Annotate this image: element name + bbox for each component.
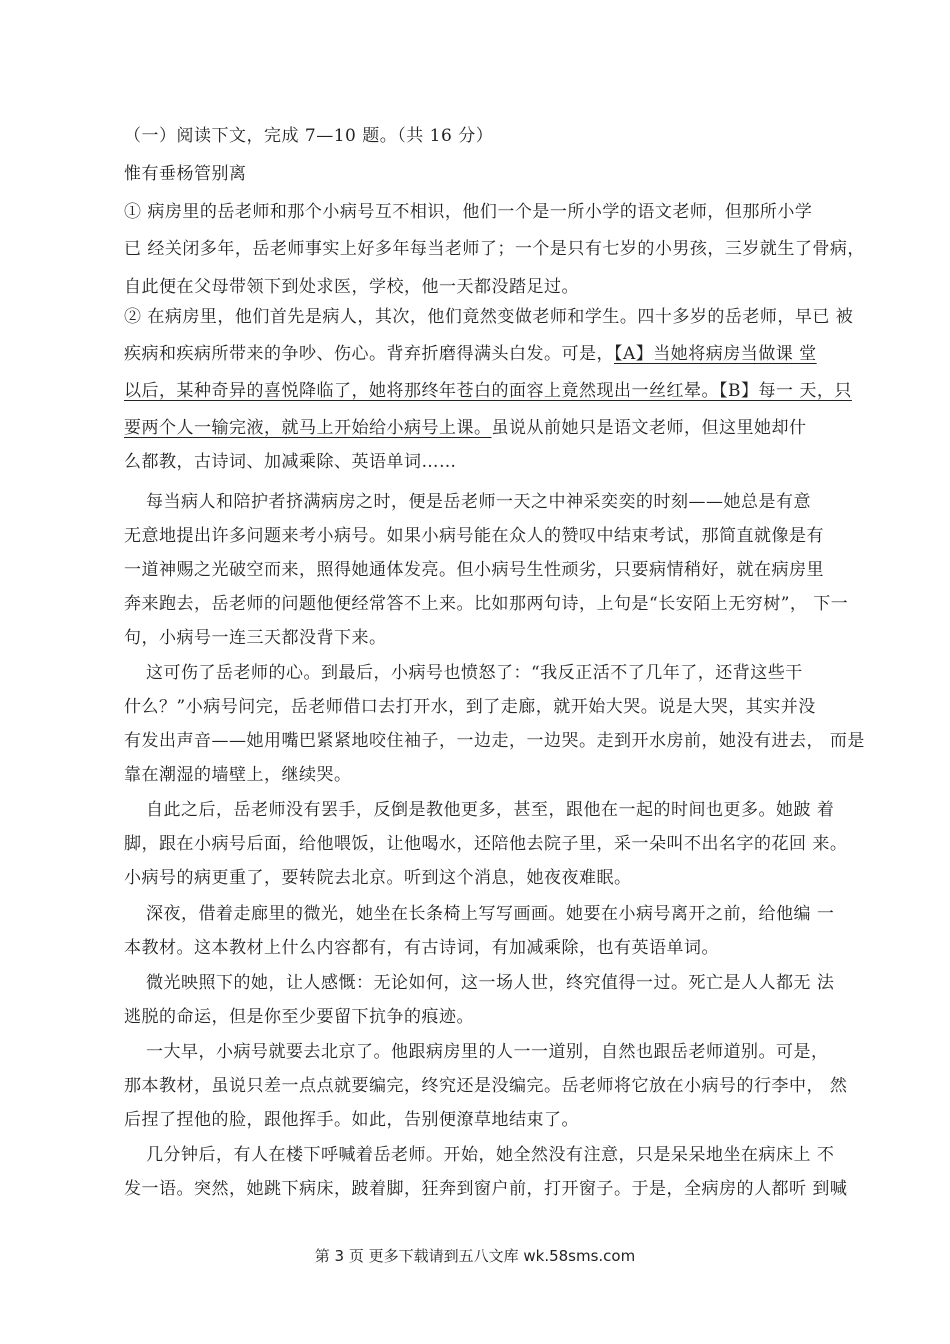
- paragraph-line: 已 经关闭多年，岳老师事实上好多年每当老师了；一个是只有七岁的小男孩，三岁就生了骨病，: [124, 239, 865, 259]
- paragraph-line: 本教材。这本教材上什么内容都有，有古诗词，有加减乘除，也有英语单词。: [124, 938, 719, 958]
- article-title: 惟有垂杨管别离: [124, 164, 247, 184]
- paragraph-line: 逃脱的命运，但是你至少要留下抗争的痕迹。: [124, 1007, 474, 1027]
- paragraph-line: ② 在病房里，他们首先是病人，其次，他们竟然变做老师和学生。四十多岁的岳老师，早已 被: [124, 307, 854, 327]
- section-header: （一）阅读下文，完成 7—10 题。（共 16 分）: [124, 126, 494, 146]
- paragraph-line: 有发出声音——她用嘴巴紧紧地咬住袖子，一边走，一边哭。走到开水房前，她没有进去， 而是: [124, 731, 865, 751]
- paragraph-line: 几分钟后，有人在楼下呼喊着岳老师。开始，她全然没有注意，只是呆呆地坐在病床上 不: [146, 1145, 835, 1165]
- paragraph-line: 每当病人和陪护者挤满病房之时，便是岳老师一天之中神采奕奕的时刻——她总是有意: [146, 492, 811, 512]
- paragraph-line: 脚，跟在小病号后面，给他喂饭，让他喝水，还陪他去院子里，采一朵叫不出名字的花回 来。: [124, 834, 848, 854]
- paragraph-line: 么都教，古诗词、加减乘除、英语单词……: [124, 452, 457, 472]
- paragraph-line: [124, 417, 836, 439]
- paragraph-line: 自此之后，岳老师没有罢手，反倒是教他更多，甚至，跟他在一起的时间也更多。她跛 着: [146, 800, 835, 820]
- paragraph-line: 深夜，借着走廊里的微光，她坐在长条椅上写写画画。她要在小病号离开之前，给他编 一: [146, 904, 835, 924]
- paragraph-line: 自此便在父母带领下到处求医，学校，他一天都没踏足过。: [124, 277, 579, 297]
- line-text: 虽说从前她只是语文老师，但这里她却什: [491, 418, 807, 438]
- paragraph-line: [124, 343, 836, 365]
- paragraph-line: ① 病房里的岳老师和那个小病号互不相识，他们一个是一所小学的语文老师，但那所小学: [124, 202, 813, 222]
- paragraph-line: 那本教材，虽说只差一点点就要编完，终究还是没编完。岳老师将它放在小病号的行李中， 然: [124, 1076, 848, 1096]
- paragraph-line: 后捏了捏他的脸，跟他挥手。如此，告别便潦草地结束了。: [124, 1110, 579, 1130]
- paragraph-line: 这可伤了岳老师的心。到最后，小病号也愤怒了：“我反正活不了几年了，还背这些干: [146, 663, 803, 683]
- paragraph-line: 微光映照下的她，让人感慨：无论如何，这一场人世，终究值得一过。死亡是人人都无 法: [146, 973, 835, 993]
- paragraph-line: 奔来跑去，岳老师的问题他便经常答不上来。比如那两句诗，上句是“长安陌上无穷树”， 下一: [124, 594, 849, 614]
- paragraph-line: 靠在潮湿的墙壁上，继续哭。: [124, 765, 352, 785]
- paragraph-line: 发一语。突然，她跳下病床，跛着脚，狂奔到窗户前，打开窗子。于是，全病房的人都听 到喊: [124, 1179, 848, 1199]
- page-footer: 第 3 页 更多下载请到五八文库 wk.58sms.com: [314, 1247, 636, 1265]
- paragraph-line: 一大早，小病号就要去北京了。他跟病房里的人一一道别，自然也跟岳老师道别。可是，: [146, 1042, 829, 1062]
- paragraph-line: 无意地提出许多问题来考小病号。如果小病号能在众人的赞叹中结束考试，那简直就像是有: [124, 526, 824, 546]
- underlined-sentence-a: 【A】当她将病房当做课 堂: [614, 344, 817, 364]
- paragraph-line: 什么？”小病号问完，岳老师借口去打开水，到了走廊，就开始大哭。说是大哭，其实并没: [124, 697, 816, 717]
- line-text: 疾病和疾病所带来的争吵、伤心。背弃折磨得满头白发。可是，: [124, 344, 614, 364]
- paragraph-line: 句，小病号一连三天都没背下来。: [124, 628, 387, 648]
- paragraph-line: 小病号的病更重了，要转院去北京。听到这个消息，她夜夜难眠。: [124, 868, 632, 888]
- paragraph-line: 一道神赐之光破空而来，照得她通体发亮。但小病号生性顽劣，只要病情稍好，就在病房里: [124, 560, 824, 580]
- underlined-sentence-b: 要两个人一输完液，就马上开始给小病号上课。: [124, 418, 492, 438]
- paragraph-line-underlined: 以后，某种奇异的喜悦降临了，她将那终年苍白的面容上竟然现出一丝红晕。【B】每一 天，只: [124, 381, 852, 401]
